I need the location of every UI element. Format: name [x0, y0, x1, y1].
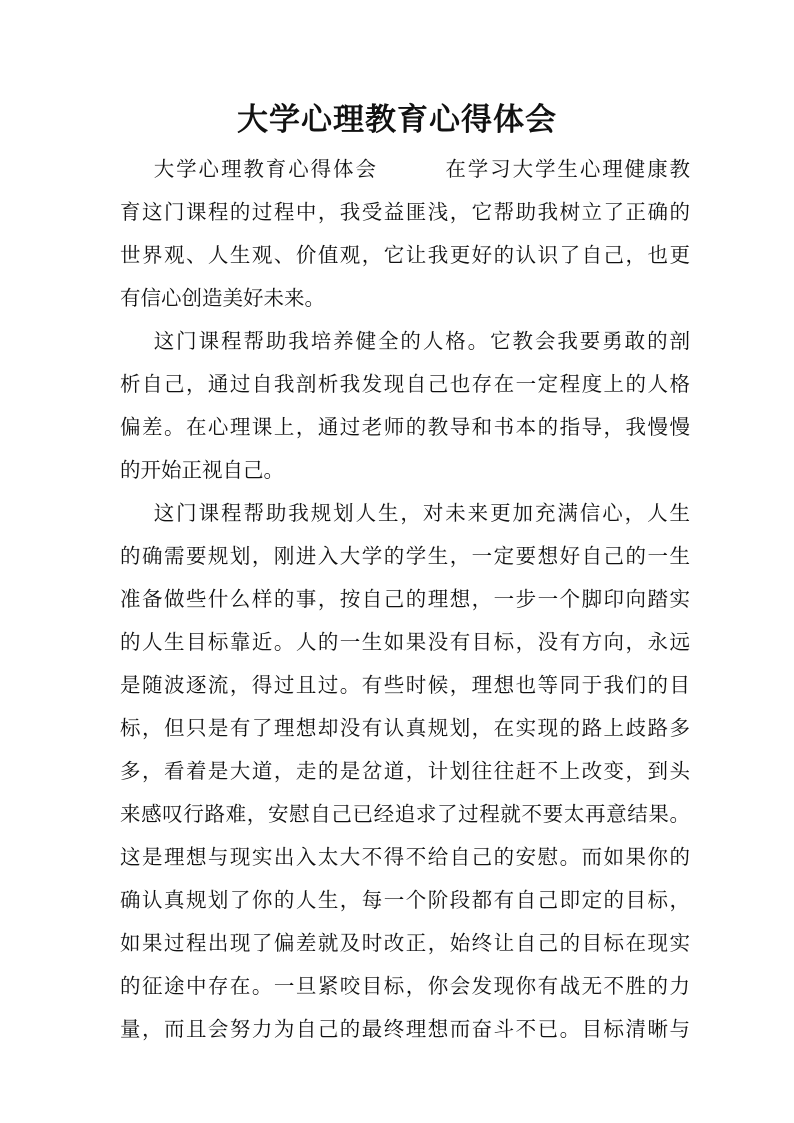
paragraph-line: 如果过程出现了偏差就及时改正，始终让自己的目标在现实: [120, 931, 690, 955]
paragraph-line: 的征途中存在。一旦紧咬目标，你会发现你有战无不胜的力: [120, 974, 690, 998]
paragraph-line: 世界观、人生观、价值观，它让我更好的认识了自己，也更: [120, 243, 690, 267]
paragraph-line: 育这门课程的过程中，我受益匪浅，它帮助我树立了正确的: [120, 200, 690, 224]
paragraph-line: 大学心理教育心得体会 在学习大学生心理健康教: [120, 157, 690, 181]
paragraph-line: 的开始正视自己。: [120, 458, 284, 482]
paragraph-line: 量，而且会努力为自己的最终理想而奋斗不已。目标清晰与: [120, 1017, 690, 1041]
paragraph-line: 来感叹行路难，安慰自己已经追求了过程就不要太再意结果。: [120, 802, 690, 826]
paragraph-line: 析自己，通过自我剖析我发现自己也存在一定程度上的人格: [120, 372, 690, 396]
paragraph-line: 这是理想与现实出入太大不得不给自己的安慰。而如果你的: [120, 845, 690, 869]
document-title: 大学心理教育心得体会: [237, 102, 557, 138]
paragraph-line: 这门课程帮助我规划人生，对未来更加充满信心，人生: [120, 501, 690, 525]
paragraph-line: 这门课程帮助我培养健全的人格。它教会我要勇敢的剖: [120, 329, 690, 353]
paragraph-line: 标，但只是有了理想却没有认真规划，在实现的路上歧路多: [120, 716, 690, 740]
paragraph-line: 有信心创造美好未来。: [120, 286, 325, 310]
paragraph-line: 偏差。在心理课上，通过老师的教导和书本的指导，我慢慢: [120, 415, 690, 439]
paragraph-line: 确认真规划了你的人生，每一个阶段都有自己即定的目标，: [120, 888, 690, 912]
paragraph-line: 多，看着是大道，走的是岔道，计划往往赶不上改变，到头: [120, 759, 690, 783]
paragraph-line: 的确需要规划，刚进入大学的学生，一定要想好自己的一生: [120, 544, 690, 568]
paragraph-line: 的人生目标靠近。人的一生如果没有目标，没有方向，永远: [120, 630, 690, 654]
paragraph-line: 准备做些什么样的事，按自己的理想，一步一个脚印向踏实: [120, 587, 690, 611]
paragraph-line: 是随波逐流，得过且过。有些时候，理想也等同于我们的目: [120, 673, 690, 697]
